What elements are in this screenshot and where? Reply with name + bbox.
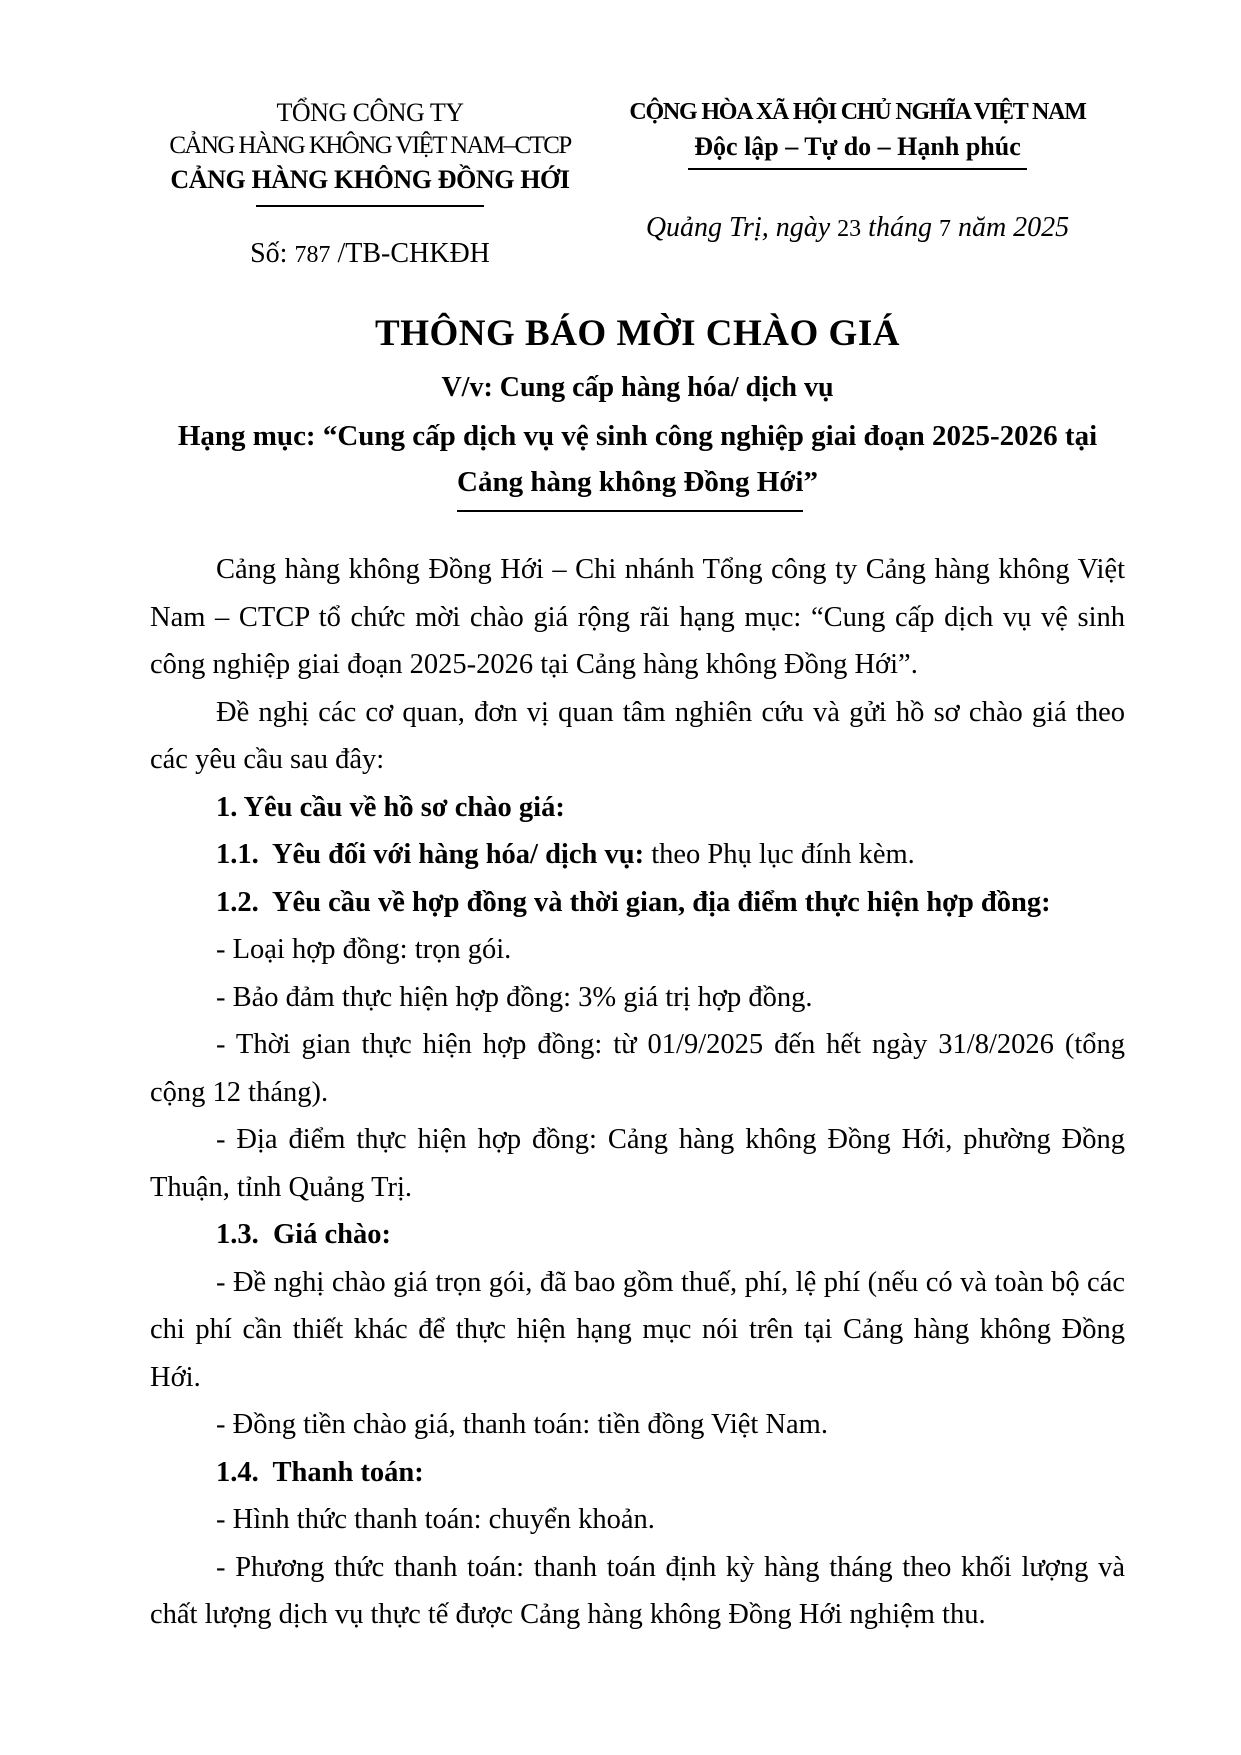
text-run: - Bảo đảm thực hiện hợp đồng: 3% giá trị hợp đồng.	[216, 981, 813, 1013]
text-run: - Đồng tiền chào giá, thanh toán: tiền đồng Việt Nam.	[216, 1409, 828, 1440]
paragraph	[150, 689, 1125, 784]
text-run: Cảng hàng không Đồng Hới – Chi nhánh Tổng công ty Cảng hàng không Việt Nam – CTCP tổ chức mời chào giá rộng rãi hạng mục: “Cung cấp dịch vụ vệ sinh công nghiệp giai đoạn 2025-2026 tại Cảng hàng không Đồng Hới”.	[150, 554, 1125, 680]
org-parent-name: TỔNG CÔNG TY	[276, 98, 464, 127]
text-run: - Hình thức thanh toán: chuyển khoản.	[216, 1504, 655, 1535]
text-run: - Địa điểm thực hiện hợp đồng: Cảng hàng không Đồng Hới, phường Đồng Thuận, tỉnh Quảng Trị.	[150, 1124, 1125, 1203]
text-run: - Loại hợp đồng: trọn gói.	[216, 934, 512, 965]
date-day-value: 23	[837, 216, 862, 242]
text-run: - Đề nghị chào giá trọn gói, đã bao gồm thuế, phí, lệ phí (nếu có và toàn bộ các chi phí cần thiết khác để thực hiện hạng mục nói trên tại Cảng hàng không Đồng Hới.	[150, 1266, 1125, 1393]
national-header-block	[590, 96, 1125, 244]
text-run: - Phương thức thanh toán: thanh toán định kỳ hàng tháng theo khối lượng và chất lượng dịch vụ thực tế được Cảng hàng không Đồng Hới nghiệm thu.	[150, 1551, 1125, 1630]
paragraph	[150, 1544, 1125, 1639]
text-run-bold: 1. Yêu cầu về hồ sơ chào giá:	[216, 791, 565, 823]
section-heading-paragraph	[150, 784, 1125, 832]
paragraph	[150, 1259, 1125, 1402]
paragraph	[150, 546, 1125, 689]
title-item-closing-quote: ”	[803, 466, 818, 498]
document-header	[150, 96, 1125, 270]
paragraph	[150, 1401, 1125, 1449]
document-number-suffix: /TB-CHKĐH	[337, 238, 490, 269]
document-number-label: Số:	[250, 238, 288, 269]
title-item-underlined: Cảng hàng không Đồng Hới	[457, 459, 803, 512]
paragraph	[150, 1021, 1125, 1116]
document-number-value: 787	[294, 242, 331, 268]
title-subject: V/v: Cung cấp hàng hóa/ dịch vụ	[441, 372, 834, 403]
national-title: CỘNG HÒA XÃ HỘI CHỦ NGHĨA VIỆT NAM	[629, 99, 1086, 125]
national-motto-wrap	[590, 129, 1125, 170]
title-item-line2	[150, 459, 1125, 512]
section-heading-paragraph	[150, 1449, 1125, 1497]
paragraph	[150, 974, 1125, 1022]
date-year-label: năm 2025	[957, 212, 1070, 243]
national-motto: Độc lập – Tự do – Hạnh phúc	[688, 131, 1027, 170]
text-run-bold: 1.1. Yêu đối với hàng hóa/ dịch vụ:	[216, 839, 645, 870]
date-month-value: 7	[938, 216, 951, 242]
issuing-org-block	[150, 96, 590, 270]
org-branch-name: CẢNG HÀNG KHÔNG ĐỒNG HỚI	[170, 165, 570, 194]
document-number-line	[150, 238, 590, 270]
org-corporation-name: CẢNG HÀNG KHÔNG VIỆT NAM–CTCP	[169, 132, 571, 159]
text-run: theo Phụ lục đính kèm.	[644, 839, 915, 870]
paragraph	[150, 1116, 1125, 1211]
paragraph	[150, 926, 1125, 974]
date-month-label: tháng	[868, 212, 932, 243]
title-item-line1: Hạng mục: “Cung cấp dịch vụ vệ sinh công nghiệp giai đoạn 2025-2026 tại	[177, 420, 1098, 452]
document-body	[150, 546, 1125, 1639]
text-run-bold: 1.3. Giá chào:	[216, 1219, 391, 1250]
section-heading-paragraph	[150, 1211, 1125, 1259]
section-heading-paragraph	[150, 879, 1125, 927]
text-run: Đề nghị các cơ quan, đơn vị quan tâm nghiên cứu và gửi hồ sơ chào giá theo các yêu cầu sau đây:	[150, 696, 1125, 775]
text-run: - Thời gian thực hiện hợp đồng: từ 01/9/2025 đến hết ngày 31/8/2026 (tổng cộng 12 tháng).	[150, 1029, 1125, 1108]
org-separator-line	[256, 205, 484, 207]
text-run-bold: 1.4. Thanh toán:	[216, 1456, 424, 1488]
text-run-bold: 1.2. Yêu cầu về hợp đồng và thời gian, địa điểm thực hiện hợp đồng:	[216, 886, 1051, 918]
page-title: THÔNG BÁO MỜI CHÀO GIÁ	[375, 313, 900, 354]
section-heading-paragraph	[150, 831, 1125, 879]
date-place-prefix: Quảng Trị, ngày	[645, 212, 831, 243]
date-line	[590, 212, 1125, 244]
paragraph	[150, 1496, 1125, 1544]
